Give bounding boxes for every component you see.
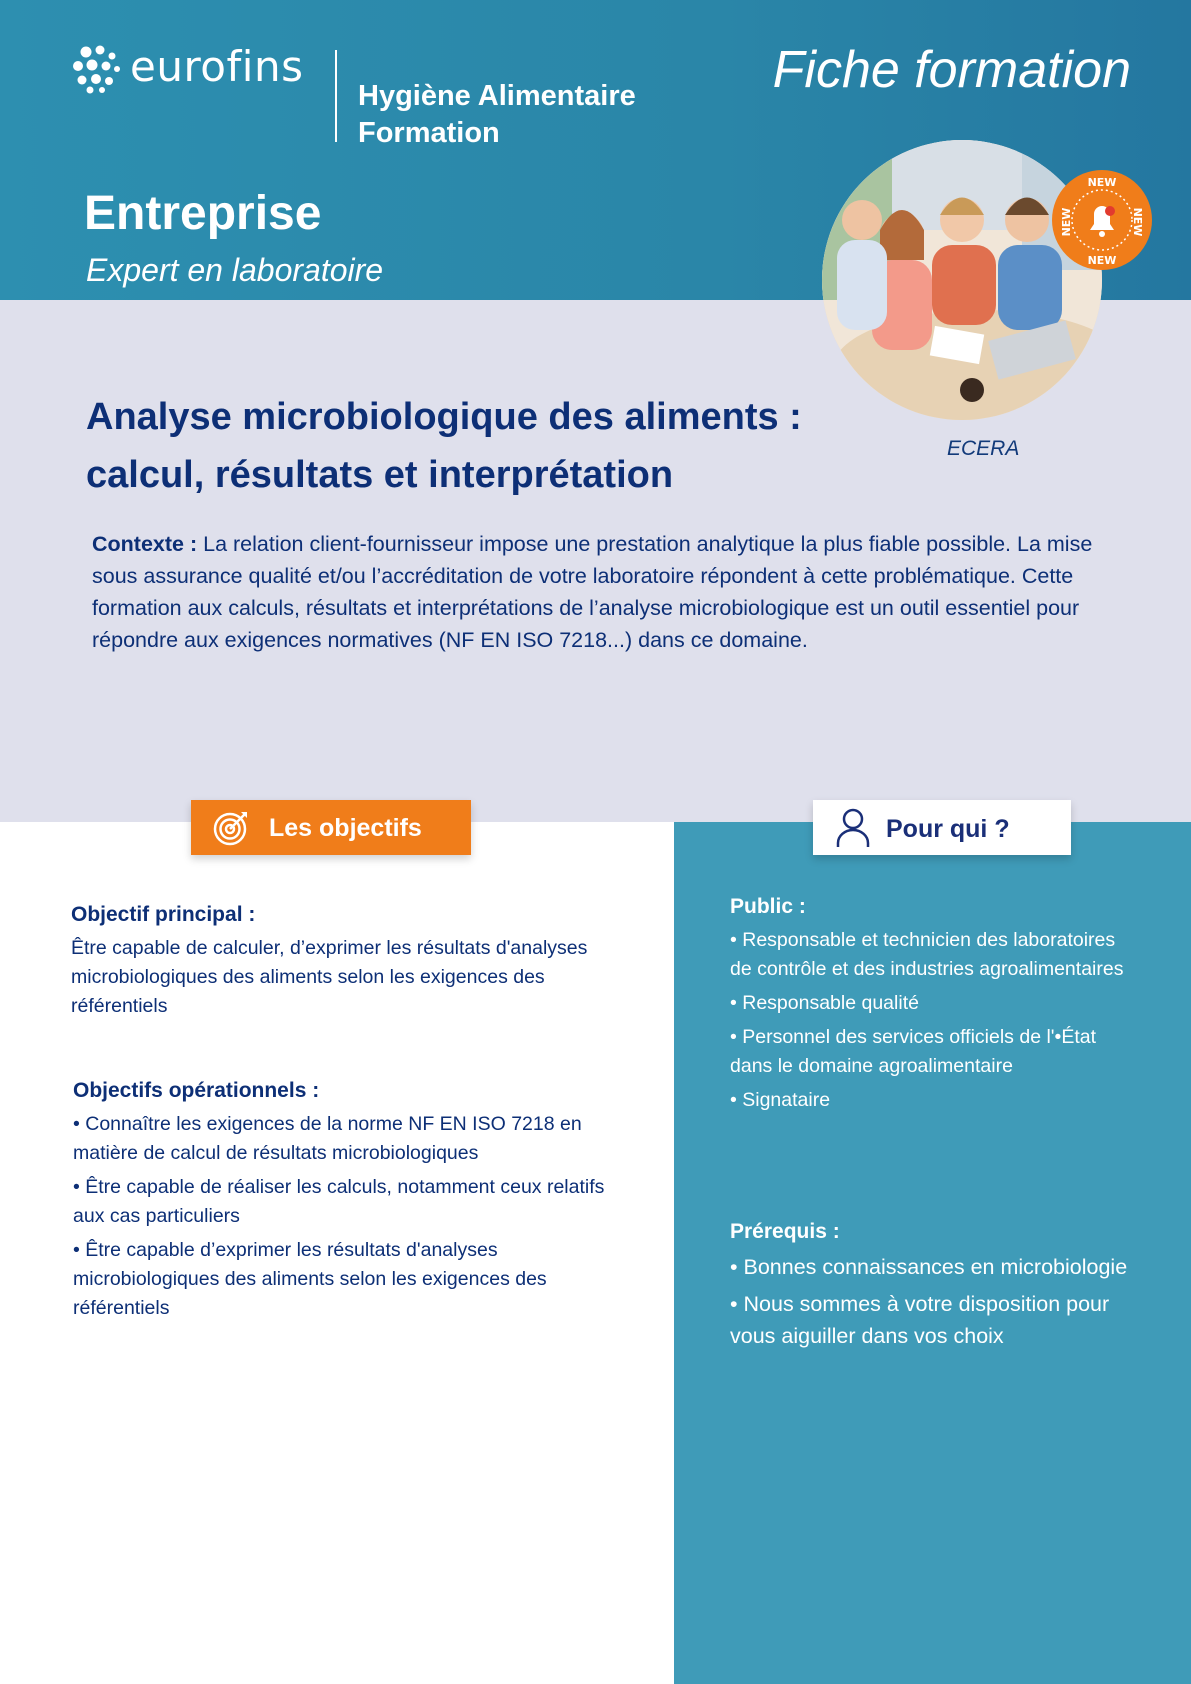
course-title-line-2: calcul, résultats et interprétation: [86, 454, 674, 496]
header-divider: [335, 50, 337, 142]
operational-objectives-section: [73, 1076, 633, 1328]
logo-wordmark: eurofins: [130, 42, 304, 91]
division-line-1: Hygiène Alimentaire: [358, 80, 636, 112]
person-icon: [835, 808, 871, 848]
list-item: • Être capable d’exprimer les résultats d'analyses microbiologiques des aliments selon les exigences des référentiels: [73, 1239, 547, 1319]
audience-tab-label: Pour qui ?: [886, 815, 1010, 843]
main-objective-section: [71, 900, 631, 1021]
badge-text-2: NEW: [1087, 254, 1117, 267]
audience-label: Entreprise: [84, 187, 322, 240]
photo-caption: ECERA: [947, 437, 1020, 460]
list-item: • Responsable et technicien des laboratoires de contrôle et des industries agroalimentaires: [730, 929, 1124, 980]
course-title: [86, 388, 846, 504]
objectives-tab: [191, 800, 471, 855]
badge-text-3: NEW: [1060, 207, 1073, 237]
context-paragraph: [92, 528, 1128, 656]
main-objective-text: Être capable de calculer, d’exprimer les résultats d'analyses microbiologiques des aliments selon les exigences des référentiels: [71, 937, 588, 1017]
level-label: Expert en laboratoire: [86, 252, 384, 288]
prerequisites-heading: Prérequis :: [730, 1220, 840, 1243]
public-section: [730, 892, 1140, 1120]
prerequisites-section: [730, 1217, 1150, 1357]
list-item: • Connaître les exigences de la norme NF EN ISO 7218 en matière de calcul de résultats microbiologiques: [73, 1113, 582, 1164]
operational-objectives-heading: Objectifs opérationnels :: [73, 1079, 320, 1102]
division-name: [358, 78, 636, 152]
new-badge: [1052, 170, 1152, 270]
list-item: • Bonnes connaissances en microbiologie: [730, 1255, 1128, 1279]
public-list: [730, 926, 1140, 1115]
context-text: La relation client-fournisseur impose une prestation analytique la plus fiable possible. La mise sous assurance qualité et/ou l’accréditation de votre laboratoire répondent à cette problématique. Cette formation aux calculs, résultats et interprétations de l’analyse microbiologique est un outil essentiel pour répondre aux exigences normatives (NF EN ISO 7218...) dans ce domaine.: [92, 532, 1093, 652]
operational-objectives-list: [73, 1110, 633, 1323]
eurofins-logo: [72, 42, 312, 92]
list-item: • Signataire: [730, 1089, 831, 1111]
document-type: Fiche formation: [772, 41, 1131, 99]
audience-tab: [813, 800, 1071, 855]
main-objective-heading: Objectif principal :: [71, 903, 256, 926]
prerequisites-list: [730, 1251, 1150, 1352]
context-label: Contexte :: [92, 532, 198, 556]
list-item: • Responsable qualité: [730, 992, 919, 1014]
list-item: • Nous sommes à votre disposition pour vous aiguiller dans vos choix: [730, 1292, 1110, 1348]
eurofins-dots-icon: [72, 44, 122, 94]
public-heading: Public :: [730, 895, 806, 918]
list-item: • Être capable de réaliser les calculs, notamment ceux relatifs aux cas particuliers: [73, 1176, 605, 1227]
badge-text-4: NEW: [1131, 207, 1144, 237]
objectives-tab-label: Les objectifs: [269, 814, 422, 842]
division-line-2: Formation: [358, 117, 500, 149]
badge-text: NEW: [1087, 176, 1117, 189]
course-title-line-1: Analyse microbiologique des aliments :: [86, 396, 802, 438]
list-item: • Personnel des services officiels de l'•État dans le domaine agroalimentaire: [730, 1026, 1097, 1077]
target-icon: [213, 810, 251, 846]
